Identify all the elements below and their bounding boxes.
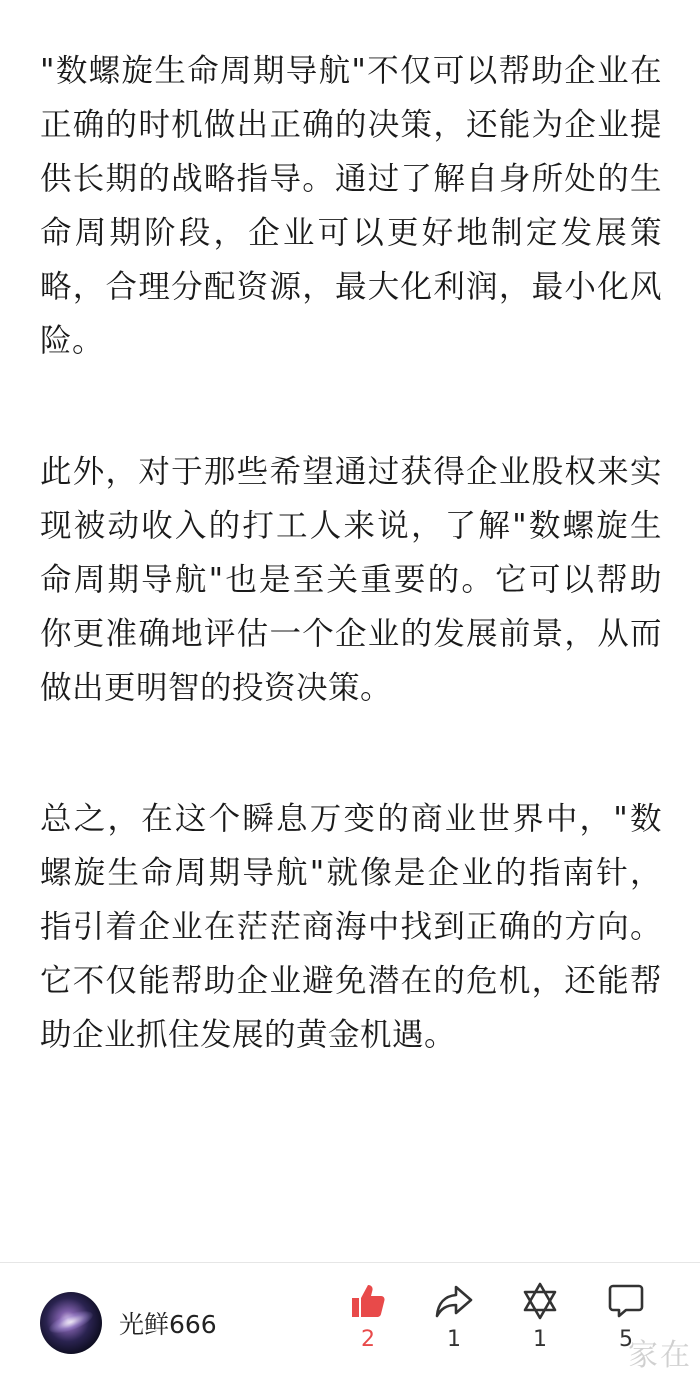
author-info[interactable]	[40, 1292, 217, 1354]
like-count: 2	[361, 1327, 375, 1352]
article-body	[40, 44, 662, 1062]
favorite-count: 1	[533, 1327, 547, 1352]
avatar[interactable]	[40, 1292, 102, 1354]
comment-count: 5	[619, 1327, 633, 1352]
site-watermark: 家在	[628, 1338, 692, 1373]
author-name[interactable]: 光鲜666	[119, 1310, 217, 1339]
share-button[interactable]	[424, 1281, 484, 1352]
favorite-button[interactable]	[510, 1281, 570, 1352]
star-of-david-icon	[520, 1281, 560, 1321]
thumbs-up-icon	[348, 1281, 388, 1321]
share-arrow-icon	[434, 1281, 474, 1321]
bottom-action-bar	[0, 1262, 700, 1379]
like-button[interactable]	[338, 1281, 398, 1352]
article-paragraph: 总之，在这个瞬息万变的商业世界中，"数螺旋生命周期导航"就像是企业的指南针，指引着企业在茫茫商海中找到正确的方向。它不仅能帮助企业避免潜在的危机，还能帮助企业抓住发展的黄金机遇。	[40, 801, 662, 1053]
article-paragraph: 此外，对于那些希望通过获得企业股权来实现被动收入的打工人来说，了解"数螺旋生命周期导航"也是至关重要的。它可以帮助你更准确地评估一个企业的发展前景，从而做出更明智的投资决策。	[40, 454, 662, 706]
article-paragraph: "数螺旋生命周期导航"不仅可以帮助企业在正确的时机做出正确的决策，还能为企业提供长期的战略指导。通过了解自身所处的生命周期阶段，企业可以更好地制定发展策略，合理分配资源，最大化利润，最小化风险。	[40, 53, 662, 359]
share-count: 1	[447, 1327, 461, 1352]
comment-bubble-icon	[606, 1281, 646, 1321]
